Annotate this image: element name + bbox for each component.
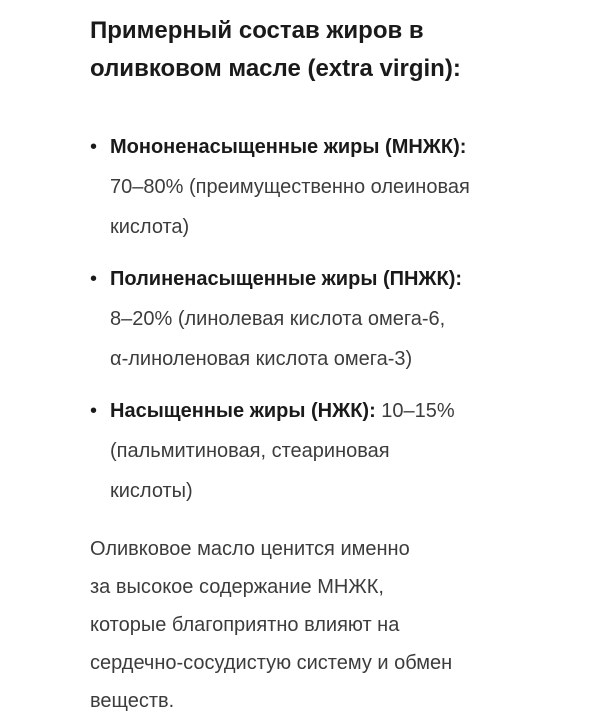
fat-type-detail: 10–15% (пальмитиновая, стеариновая кислоты)	[110, 400, 455, 502]
list-item-sfa	[90, 391, 590, 511]
bullet-icon: •	[90, 136, 98, 158]
fat-type-detail: 8–20% (линолевая кислота омега-6, α-линоленовая кислота омега-3)	[110, 308, 446, 370]
fat-type-name: Полиненасыщенные жиры (ПНЖК):	[110, 268, 463, 290]
fat-composition-list	[90, 127, 590, 511]
fat-type-name: Насыщенные жиры (НЖК):	[110, 400, 376, 422]
fat-type-name: Мононенасыщенные жиры (МНЖК):	[110, 136, 467, 158]
bullet-icon: •	[90, 268, 98, 290]
list-item-mufa	[90, 127, 590, 247]
bullet-icon: •	[90, 400, 98, 422]
list-item-pufa	[90, 259, 590, 379]
message-content	[90, 12, 590, 720]
summary-paragraph: Оливковое масло ценится именно за высокое содержание МНЖК, которые благоприятно влияют на сердечно-сосудистую систему и обмен веществ.	[90, 538, 453, 712]
section-heading: Примерный состав жиров в оливковом масле (extra virgin):	[90, 17, 461, 82]
fat-type-detail: 70–80% (преимущественно олеиновая кислота)	[110, 176, 470, 238]
